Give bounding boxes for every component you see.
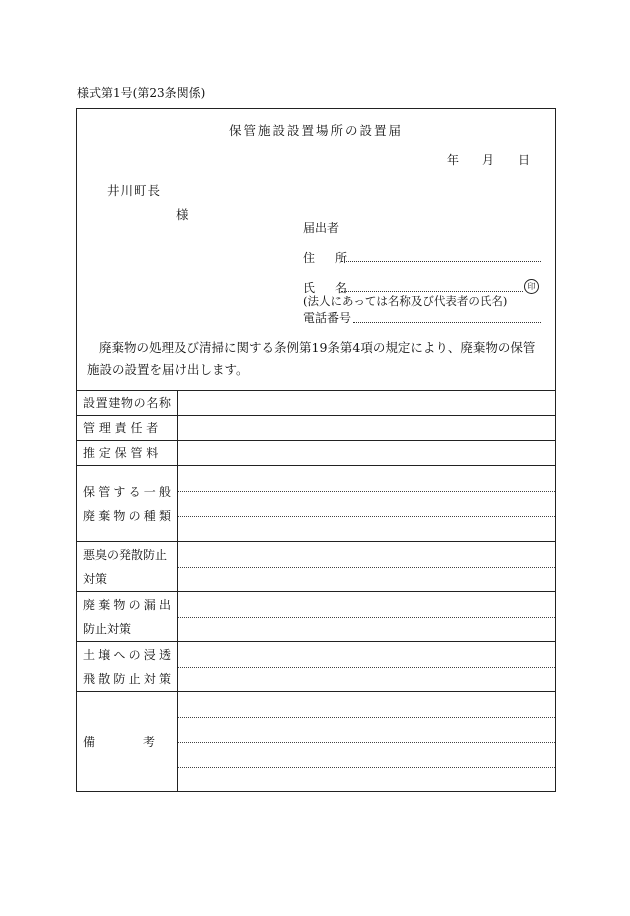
table-row: [77, 592, 555, 642]
entry-line[interactable]: [178, 567, 555, 568]
details-table: [77, 390, 555, 792]
row-label: 設置建物の名称: [77, 391, 178, 415]
table-row: [77, 466, 555, 542]
row-label: 備 考: [77, 692, 178, 792]
phone-label: 電話番号: [303, 311, 352, 325]
entry-line[interactable]: [178, 491, 555, 492]
row-label: 保管する一般 廃棄物の種類: [77, 466, 178, 541]
honorific: 様: [176, 207, 189, 222]
row-label: 推 定 保 管 料: [77, 441, 178, 465]
table-row: [77, 692, 555, 792]
entry-line[interactable]: [178, 767, 555, 768]
row-label: 土壌への浸透 飛散防止対策: [77, 642, 178, 691]
body-text: 廃棄物の処理及び清掃に関する条例第19条第4項の規定により、廃棄物の保管施設の設置を届け出します。: [87, 340, 536, 377]
address-field[interactable]: [341, 261, 541, 262]
phone-field[interactable]: [353, 322, 541, 323]
entry-line[interactable]: [178, 516, 555, 517]
recipient: 井川町長: [107, 183, 162, 198]
entry-line[interactable]: [178, 617, 555, 618]
row-label: 悪臭の発散防止 対策: [77, 542, 178, 591]
table-row: [77, 391, 555, 416]
date-year: 年: [447, 153, 460, 167]
table-row: [77, 542, 555, 592]
entry-line[interactable]: [178, 667, 555, 668]
corporation-note: (法人にあっては名称及び代表者の氏名): [303, 294, 508, 308]
row-label: 廃棄物の漏出 防止対策: [77, 592, 178, 641]
entry-line[interactable]: [178, 742, 555, 743]
address-label: 住 所: [303, 251, 352, 265]
name-label: 氏 名: [303, 281, 352, 295]
form-title: 保管施設設置場所の設置届: [228, 123, 403, 138]
notification-form: [76, 108, 556, 792]
row-label: 管 理 責 任 者: [77, 416, 178, 440]
date-month: 月: [482, 153, 495, 167]
table-row: [77, 441, 555, 466]
table-row: [77, 416, 555, 441]
date-day: 日: [518, 153, 531, 167]
form-number: 様式第1号(第23条関係): [77, 86, 206, 100]
seal-mark: 印: [524, 279, 539, 294]
applicant-heading: 届出者: [303, 221, 340, 235]
entry-line[interactable]: [178, 717, 555, 718]
table-row: [77, 642, 555, 692]
name-field[interactable]: [341, 291, 523, 292]
